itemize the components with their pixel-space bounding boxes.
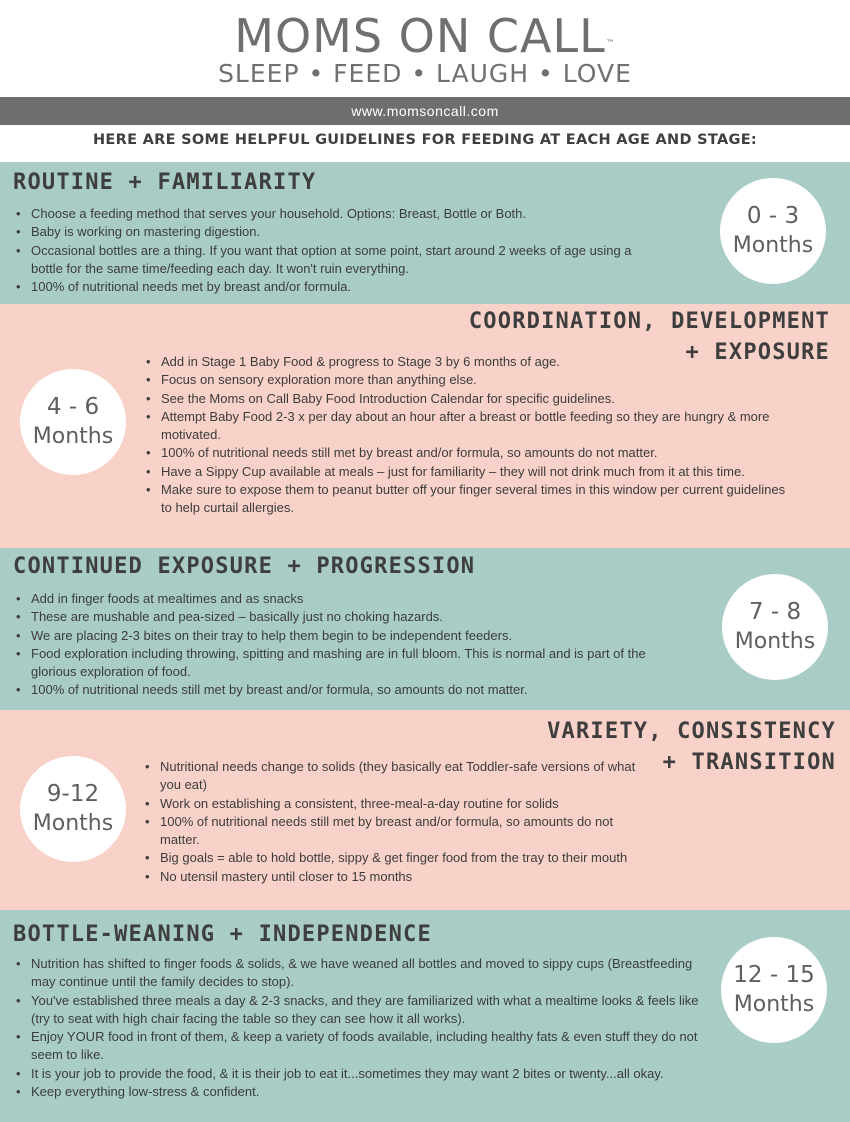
list-item: • No utensil mastery until closer to 15 months — [143, 868, 648, 886]
age-unit: Months — [734, 629, 816, 654]
section-7-8-months — [0, 548, 850, 710]
list-item: • See the Moms on Call Baby Food Introduction Calendar for specific guidelines. — [144, 390, 794, 408]
age-range: 12 - 15 — [733, 962, 815, 988]
age-unit: Months — [733, 992, 815, 1017]
section-0-3-months — [0, 162, 850, 304]
list-item: • Choose a feeding method that serves your household. Options: Breast, Bottle or Both. — [14, 205, 654, 223]
bullet-list — [144, 353, 794, 518]
age-unit: Months — [732, 233, 814, 258]
brand-name: MOMS ON CALL — [234, 9, 606, 63]
list-item: • You've established three meals a day & 2-3 snacks, and they are familiarized with what a mealtime looks & feels like (try to seat with high chair facing the table so they can see how it all works). — [14, 992, 704, 1029]
bullet-list — [14, 955, 704, 1101]
section-title-line: + EXPOSURE — [685, 340, 830, 365]
list-item: • Big goals = able to hold bottle, sippy & get finger food from the tray to their mouth — [143, 849, 648, 867]
list-item: • Have a Sippy Cup available at meals – just for familiarity – they will not drink much from it at this time. — [144, 463, 794, 481]
list-item: • Baby is working on mastering digestion. — [14, 223, 654, 241]
age-range: 7 - 8 — [748, 599, 802, 625]
list-item: • Enjoy YOUR food in front of them, & keep a variety of foods available, including healthy fats & even stuff they do not seem to like. — [14, 1028, 704, 1065]
section-title: ROUTINE + FAMILIARITY — [13, 170, 317, 195]
section-title: BOTTLE-WEANING + INDEPENDENCE — [13, 922, 432, 947]
bullet-list — [143, 758, 648, 886]
section-4-6-months — [0, 304, 850, 548]
section-9-12-months — [0, 710, 850, 910]
age-badge — [721, 937, 827, 1043]
section-title-line: VARIETY, CONSISTENCY — [547, 719, 836, 744]
tagline: SLEEP • FEED • LAUGH • LOVE — [218, 59, 632, 88]
bullet-list — [14, 590, 654, 700]
bullet-list — [14, 205, 654, 296]
list-item: • These are mushable and pea-sized – basically just no choking hazards. — [14, 608, 654, 626]
trademark: ™ — [605, 39, 616, 49]
list-item: • Occasional bottles are a thing. If you want that option at some point, start around 2 weeks of age using a bottle for the same time/feeding each day. It won't ruin everything. — [14, 242, 654, 279]
age-badge — [20, 756, 126, 862]
age-badge — [20, 369, 126, 475]
age-range: 0 - 3 — [746, 203, 800, 229]
website-url[interactable]: www.momsoncall.com — [0, 97, 850, 125]
list-item: • Add in Stage 1 Baby Food & progress to Stage 3 by 6 months of age. — [144, 353, 794, 371]
list-item: • 100% of nutritional needs still met by breast and/or formula, so amounts do not matter. — [14, 681, 654, 699]
age-unit: Months — [32, 424, 114, 449]
list-item: • Attempt Baby Food 2-3 x per day about an hour after a breast or bottle feeding so they are hungry & more motivated. — [144, 408, 794, 445]
list-item: • Work on establishing a consistent, three-meal-a-day routine for solids — [143, 795, 648, 813]
list-item: • 100% of nutritional needs met by breast and/or formula. — [14, 278, 654, 296]
list-item: • 100% of nutritional needs still met by breast and/or formula, so amounts do not matter. — [144, 444, 794, 462]
list-item: • Nutritional needs change to solids (they basically eat Toddler-safe versions of what you eat) — [143, 758, 648, 795]
list-item: • Keep everything low-stress & confident. — [14, 1083, 704, 1101]
section-title: CONTINUED EXPOSURE + PROGRESSION — [13, 554, 476, 579]
brand-logo — [0, 10, 850, 62]
list-item: • Nutrition has shifted to finger foods & solids, & we have weaned all bottles and moved to sippy cups (Breastfeeding may continue until the family decides to stop). — [14, 955, 704, 992]
age-unit: Months — [32, 811, 114, 836]
section-title-line: COORDINATION, DEVELOPMENT — [468, 309, 830, 334]
age-badge — [720, 178, 826, 284]
age-range: 4 - 6 — [46, 394, 100, 420]
list-item: • Make sure to expose them to peanut butter off your finger several times in this window per current guidelines to help curtail allergies. — [144, 481, 794, 518]
list-item: • Add in finger foods at mealtimes and as snacks — [14, 590, 654, 608]
header — [0, 0, 850, 97]
list-item: • 100% of nutritional needs still met by breast and/or formula, so amounts do not matter. — [143, 813, 648, 850]
list-item: • Focus on sensory exploration more than anything else. — [144, 371, 794, 389]
section-title-line: + TRANSITION — [662, 750, 836, 775]
list-item: • Food exploration including throwing, spitting and mashing are in full bloom. This is normal and is part of the glorious exploration of food. — [14, 645, 654, 682]
age-range: 9-12 — [46, 781, 100, 807]
list-item: • It is your job to provide the food, & it is their job to eat it...sometimes they may want 2 bites or twenty...all okay. — [14, 1065, 704, 1083]
section-12-15-months — [0, 910, 850, 1122]
list-item: • We are placing 2-3 bites on their tray to help them begin to be independent feeders. — [14, 627, 654, 645]
age-badge — [722, 574, 828, 680]
intro-heading: HERE ARE SOME HELPFUL GUIDELINES FOR FEEDING AT EACH AGE AND STAGE: — [92, 132, 758, 148]
